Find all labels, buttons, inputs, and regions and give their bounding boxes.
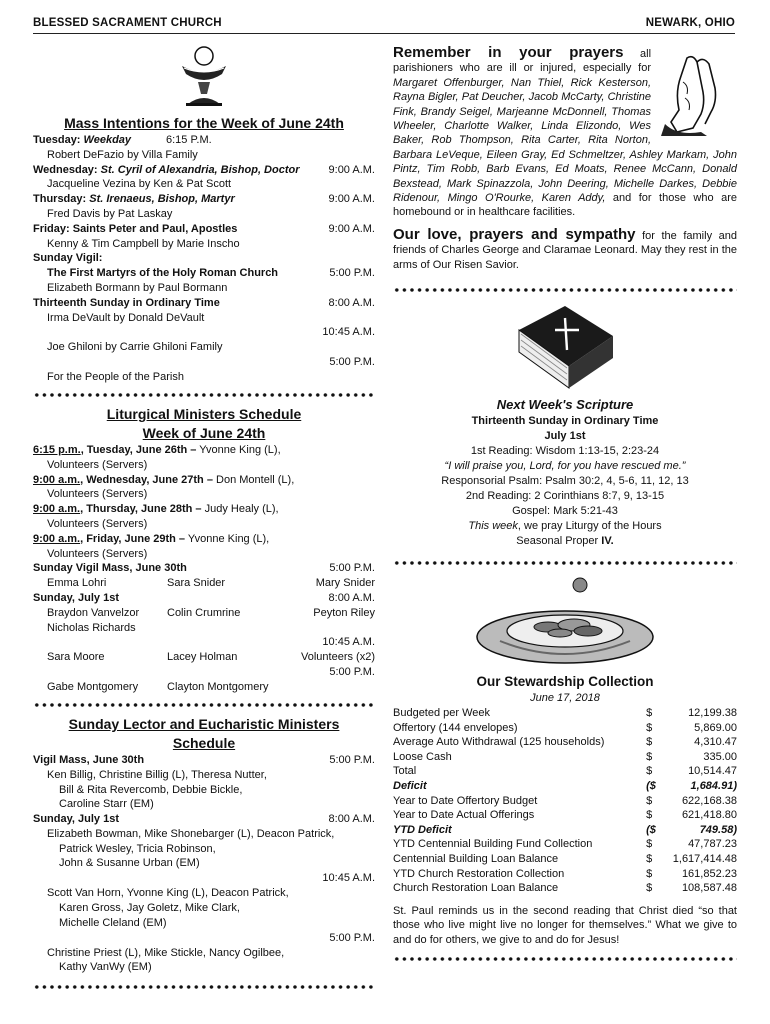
mass-intentions-title: Mass Intentions for the Week of June 24th <box>64 115 344 131</box>
service-time: 9:00 a.m. <box>33 473 81 486</box>
stewardship-title: Our Stewardship Collection <box>476 674 654 690</box>
stewardship-footer: St. Paul reminds us in the second reading that Christ died “so that those who live might live no longer for themselves.” What we give to and do for others, we give to and do for Jesus! <box>393 904 737 946</box>
scripture-date: July 1st <box>544 430 586 443</box>
intention: Irma DeVault by Donald DeVault <box>47 311 205 324</box>
servers: Volunteers (Servers) <box>47 458 148 471</box>
stewardship-row <box>393 881 737 896</box>
mass-time: 8:00 A.M. <box>328 296 375 309</box>
liturgical-subtitle: Week of June 24th <box>142 424 266 441</box>
stewardship-date: June 17, 2018 <box>530 692 600 705</box>
dotted-divider <box>393 286 737 294</box>
psalm-response: “I will praise you, Lord, for you have rescued me.” <box>444 460 686 473</box>
day-label: Tuesday: <box>33 134 81 146</box>
row-currency: $ <box>646 750 653 763</box>
service-time: 9:00 a.m. <box>33 503 81 516</box>
row-value: 47,787.23 <box>688 838 737 851</box>
service-day: , Wednesday, June 27th – <box>80 473 213 486</box>
row-label: Total <box>393 765 417 778</box>
row-label: YTD Deficit <box>393 823 452 836</box>
scripture-section <box>393 396 737 549</box>
service-day: , Tuesday, June 26th – <box>80 443 197 456</box>
stewardship-row <box>393 867 737 882</box>
mass-time: 9:00 A.M. <box>328 222 375 235</box>
service-time: 5:00 P.M. <box>329 666 375 679</box>
server-row: Emma Lohri Sara Snider Mary Snider <box>47 577 375 590</box>
right-column <box>393 40 737 969</box>
minister-list: Caroline Starr (EM) <box>59 798 154 811</box>
service-time: 5:00 P.M. <box>329 562 375 575</box>
row-label: Year to Date Actual Offerings <box>393 809 535 822</box>
day-label: Sunday Vigil: <box>33 252 103 265</box>
row-currency: $ <box>646 721 653 734</box>
minister-list: Karen Gross, Jay Goletz, Mike Clark, <box>59 902 240 915</box>
row-value: 749.58) <box>699 823 737 836</box>
stewardship-row <box>393 735 737 750</box>
gospel-reading: Gospel: Mark 5:21-43 <box>512 505 618 518</box>
servers: Volunteers (Servers) <box>47 488 148 501</box>
row-label: Year to Date Offertory Budget <box>393 794 538 807</box>
liturgy-hours: This week, we pray Liturgy of the Hours <box>468 520 662 533</box>
service-day: Sunday Vigil Mass, June 30th <box>33 562 187 575</box>
service-time: 10:45 A.M. <box>322 636 375 649</box>
scripture-title: Next Week's Scripture <box>496 397 634 413</box>
feast-name: St. Cyril of Alexandria, Bishop, Doctor <box>100 163 300 176</box>
row-label: Budgeted per Week <box>393 707 491 720</box>
bible-icon <box>513 300 617 392</box>
row-currency: ($ <box>646 780 656 793</box>
feast-name: Weekday <box>83 134 132 146</box>
row-currency: $ <box>646 867 653 880</box>
liturgical-title: Liturgical Ministers Schedule <box>106 405 302 422</box>
first-reading: 1st Reading: Wisdom 1:13-15, 2:23-24 <box>470 445 660 458</box>
stewardship-row <box>393 852 737 867</box>
servers: Volunteers (Servers) <box>47 547 148 560</box>
intention: Kenny & Tim Campbell by Marie Inscho <box>47 237 240 250</box>
minister: Judy Healy (L), <box>201 503 279 516</box>
prayers-heading: Remember in your prayers <box>393 44 624 61</box>
stewardship-row <box>393 721 737 736</box>
day-label: Friday: Saints Peter and Paul, Apostles <box>33 222 238 235</box>
mass-time: 9:00 A.M. <box>328 193 375 206</box>
dotted-divider <box>33 701 375 709</box>
mass-time: 10:45 A.M. <box>322 326 375 339</box>
service-time: 5:00 P.M. <box>329 931 375 944</box>
row-label: YTD Church Restoration Collection <box>393 867 565 880</box>
minister-list: Patrick Wesley, Tricia Robinson, <box>59 842 216 855</box>
stewardship-section <box>393 673 737 706</box>
minister-list: Michelle Cleland (EM) <box>59 916 167 929</box>
stewardship-row <box>393 794 737 809</box>
stewardship-row <box>393 823 737 838</box>
prayers-names: Margaret Offenburger, Nan Thiel, Rick Kesterson, Rayna Bigler, Pat Deucher, Jacob McCarty, Christine Fink, Brandy Seigel, Marjeanne McDonnell, Thomas Wheeler, Charlotte Walker, Linda Elizondo, Wes Baker, Rob Thompson, Rita Carter, Rita Norton, Barbara LeVeque, Eileen Gray, Ed Schmeltzer, Ashley Markam, John Pintz, Tim Robb, Barb Evans, Ed Moats, Renee McCann, Donald Bexstead, Mark Spinazzola, John Deering, Michelle Darkes, Debbie Ridenour, Mingo O'Rourke, Karen Addy, <box>393 76 737 205</box>
minister-list: Ken Billig, Christine Billig (L), Theresa Nutter, <box>47 768 267 781</box>
row-currency: ($ <box>646 823 656 836</box>
stewardship-row <box>393 706 737 721</box>
sympathy-section <box>393 225 738 272</box>
minister: Don Montell (L), <box>212 473 295 486</box>
mass-time: 5:00 P.M. <box>329 267 375 280</box>
service-time: 8:00 A.M. <box>328 813 375 826</box>
praying-hands-icon <box>657 52 737 136</box>
row-currency: $ <box>646 853 653 866</box>
stewardship-row <box>393 779 737 794</box>
dotted-divider <box>33 391 375 399</box>
intention: Fred Davis by Pat Laskay <box>47 207 173 220</box>
service-day: Sunday, July 1st <box>33 813 119 826</box>
service-day: Vigil Mass, June 30th <box>33 753 145 766</box>
church-location: NEWARK, OHIO <box>645 17 735 29</box>
mass-time: 9:00 A.M. <box>328 163 375 176</box>
dotted-divider <box>393 955 737 963</box>
row-value: 1,684.91) <box>690 780 737 793</box>
minister: Yvonne King (L), <box>185 532 270 545</box>
row-currency: $ <box>646 838 653 851</box>
row-currency: $ <box>646 765 653 778</box>
day-label: Wednesday: <box>33 163 98 176</box>
stewardship-row <box>393 750 737 765</box>
row-label: Average Auto Withdrawal (125 households) <box>393 736 605 749</box>
service-time: 9:00 a.m. <box>33 532 81 545</box>
prayers-text: and for those who are homebound or in healthcare facilities. <box>393 192 737 219</box>
intention: For the People of the Parish <box>47 371 184 384</box>
row-value: 5,869.00 <box>694 721 737 734</box>
second-reading: 2nd Reading: 2 Corinthians 8:7, 9, 13-15 <box>465 490 665 503</box>
row-label: Centennial Building Loan Balance <box>393 853 559 866</box>
day-label: Thirteenth Sunday in Ordinary Time <box>33 296 220 309</box>
row-value: 4,310.47 <box>694 736 737 749</box>
row-label: Offertory (144 envelopes) <box>393 721 518 734</box>
row-value: 10,514.47 <box>688 765 737 778</box>
scripture-occasion: Thirteenth Sunday in Ordinary Time <box>471 415 659 428</box>
service-day: , Friday, June 29th – <box>80 532 186 545</box>
minister: Yvonne King (L), <box>196 443 281 456</box>
service-day: , Thursday, June 28th – <box>80 503 202 516</box>
server-row: Sara Moore Lacey Holman Volunteers (x2) <box>47 651 375 664</box>
chalice-icon <box>174 44 234 110</box>
mass-time: 5:00 P.M. <box>329 356 375 369</box>
server-row: Braydon Vanvelzor Colin Crumrine Peyton Riley <box>47 606 375 619</box>
service-day: Sunday, July 1st <box>33 591 119 604</box>
prayers-text: all parishioners who are ill or injured, especially for <box>393 48 652 75</box>
seasonal-proper: Seasonal Proper IV. <box>516 535 614 548</box>
prayers-section <box>393 46 737 220</box>
feast-name: The First Martyrs of the Holy Roman Church <box>47 267 279 280</box>
row-label: Church Restoration Loan Balance <box>393 882 559 895</box>
left-column <box>33 40 375 997</box>
page-header <box>33 17 735 34</box>
server-name: Nicholas Richards <box>47 621 136 634</box>
intention: Robert DeFazio by Villa Family <box>47 148 198 161</box>
row-value: 12,199.38 <box>688 707 737 720</box>
row-label: Loose Cash <box>393 750 452 763</box>
sympathy-text: for the family and friends of Charles George and Claramae Leonard. May they rest in the arms of Our Risen Savior. <box>393 229 738 271</box>
row-value: 621,418.80 <box>681 809 737 822</box>
service-time: 8:00 A.M. <box>328 591 375 604</box>
service-time: 10:45 A.M. <box>322 872 375 885</box>
service-time: 5:00 P.M. <box>329 753 375 766</box>
server-row: Gabe Montgomery Clayton Montgomery <box>47 681 269 694</box>
day-label: Thursday: <box>33 193 87 206</box>
lector-title: Sunday Lector and Eucharistic Ministers <box>68 715 340 732</box>
row-value: 335.00 <box>703 750 737 763</box>
row-currency: $ <box>646 707 653 720</box>
row-label: Deficit <box>393 780 427 793</box>
row-value: 1,617,414.48 <box>672 853 737 866</box>
minister-list: Bill & Rita Revercomb, Debbie Bickle, <box>59 783 243 796</box>
row-currency: $ <box>646 736 653 749</box>
row-currency: $ <box>646 794 653 807</box>
minister-list: Elizabeth Bowman, Mike Shonebarger (L), Deacon Patrick, <box>47 827 335 840</box>
offering-plate-icon <box>470 573 660 669</box>
row-currency: $ <box>646 809 653 822</box>
row-value: 108,587.48 <box>681 882 737 895</box>
minister-list: Christine Priest (L), Mike Stickle, Nancy Ogilbee, <box>47 946 285 959</box>
stewardship-table <box>393 706 737 896</box>
row-currency: $ <box>646 882 653 895</box>
service-time: 6:15 p.m. <box>33 443 81 456</box>
stewardship-row <box>393 837 737 852</box>
servers: Volunteers (Servers) <box>47 517 148 530</box>
sympathy-heading: Our love, prayers and sympathy <box>393 225 636 243</box>
minister-list: John & Susanne Urban (EM) <box>59 857 200 870</box>
stewardship-row <box>393 808 737 823</box>
church-name: BLESSED SACRAMENT CHURCH <box>33 17 222 29</box>
feast-name: St. Irenaeus, Bishop, Martyr <box>89 193 235 206</box>
lector-subtitle: Schedule <box>172 734 236 751</box>
intention: Elizabeth Bormann by Paul Bormann <box>47 281 228 294</box>
stewardship-row <box>393 764 737 779</box>
responsorial-psalm: Responsorial Psalm: Psalm 30:2, 4, 5-6, 11, 12, 13 <box>441 475 689 488</box>
row-value: 161,852.23 <box>681 867 737 880</box>
intention: Joe Ghiloni by Carrie Ghiloni Family <box>47 341 223 354</box>
minister-list: Kathy VanWy (EM) <box>59 961 152 974</box>
mass-time: 6:15 P.M. <box>166 134 212 146</box>
minister-list: Scott Van Horn, Yvonne King (L), Deacon Patrick, <box>47 887 289 900</box>
dotted-divider <box>393 559 737 567</box>
intention: Jacqueline Vezina by Ken & Pat Scott <box>47 178 232 191</box>
row-value: 622,168.38 <box>681 794 737 807</box>
row-label: YTD Centennial Building Fund Collection <box>393 838 593 851</box>
dotted-divider <box>33 983 375 991</box>
